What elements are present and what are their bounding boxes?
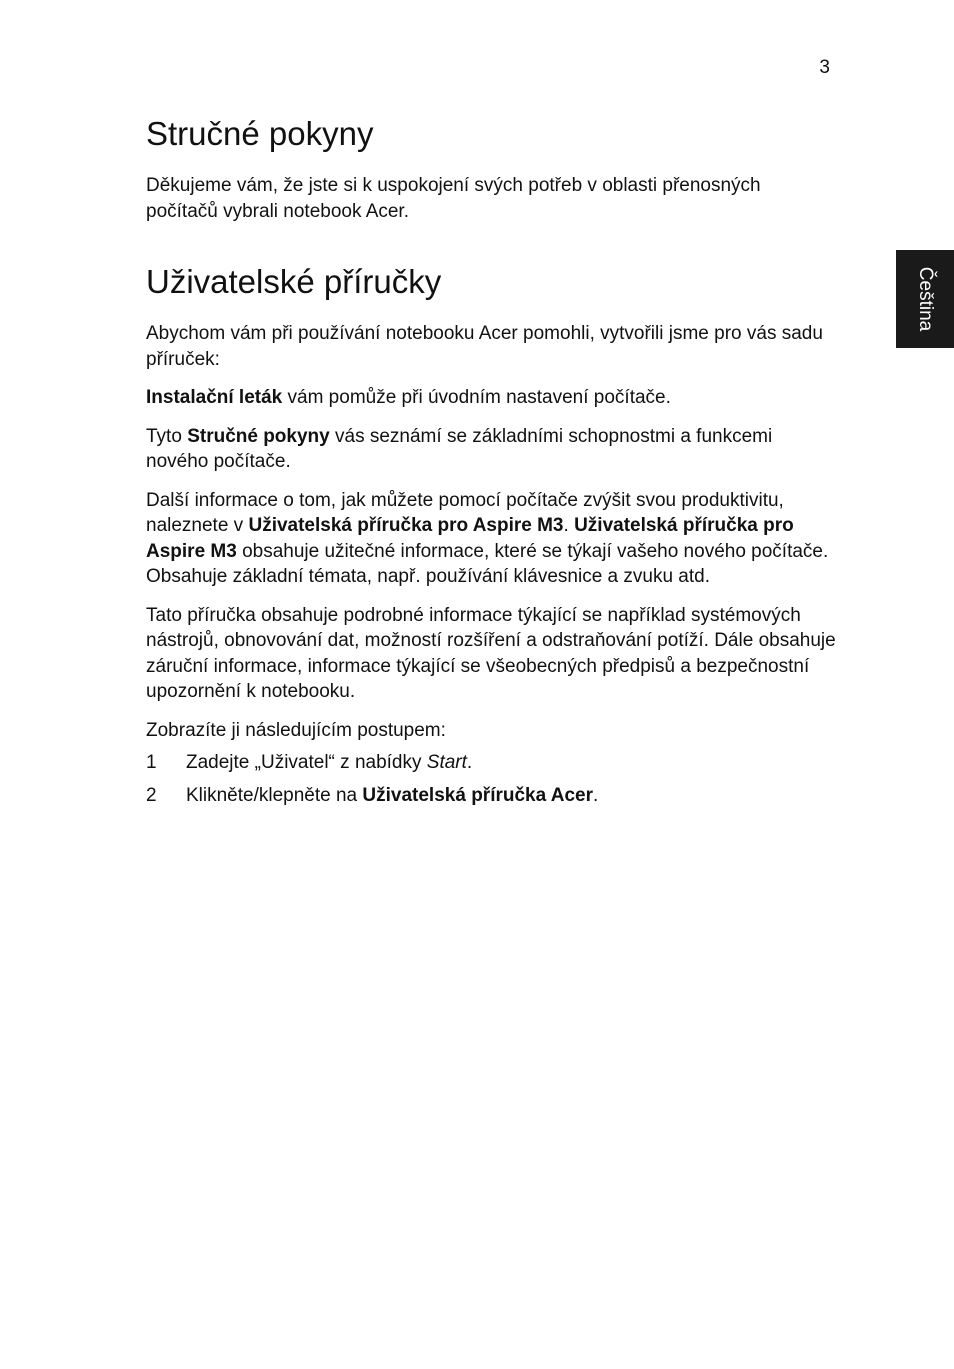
setup-poster-term: Instalační leták xyxy=(146,387,283,408)
user-manual-paragraph: Další informace o tom, jak můžete pomocí počítače zvýšit svou produktivitu, naleznete v Uživatelská příručka pro Aspire M3. Uživatelská příručka pro Aspire M3 obsahuje užitečné informace, které se týkají vašeho nového počítače. Obsahuje základní témata, např. používání klávesnice a zvuku atd. xyxy=(146,489,829,587)
section-title-user-guides: Uživatelské příručky xyxy=(146,263,442,300)
step-text: Klikněte/klepněte na Uživatelská příručka Acer. xyxy=(186,784,599,806)
user-manual-term: Uživatelská příručka pro Aspire M3 xyxy=(248,515,564,536)
quick-guide-term: Stručné pokyny xyxy=(187,425,330,447)
section-title-quick-guide: Stručné pokyny xyxy=(146,115,374,152)
procedure-intro-paragraph: Zobrazíte ji následujícím postupem: xyxy=(146,719,446,741)
language-tab xyxy=(896,250,954,348)
page-content xyxy=(146,114,836,815)
steps-list xyxy=(146,750,836,808)
language-tab-label: Čeština xyxy=(915,266,937,332)
list-item xyxy=(146,750,836,776)
step-text: Zadejte „Uživatel“ z nabídky Start. xyxy=(186,752,473,773)
setup-poster-paragraph: Instalační leták vám pomůže při úvodním nastavení počítače. xyxy=(146,387,671,408)
intro-paragraph: Děkujeme vám, že jste si k uspokojení svých potřeb v oblasti přenosných počítačů vybrali notebook Acer. xyxy=(146,175,761,222)
quick-guide-paragraph: Tyto Stručné pokyny vás seznámí se základními schopnostmi a funkcemi nového počítače. xyxy=(146,425,773,472)
step-number: 1 xyxy=(146,752,157,773)
user-manual-term: Uživatelská příručka pro Aspire M3 xyxy=(146,515,794,562)
step-number: 2 xyxy=(146,784,157,806)
manual-details-paragraph: Tato příručka obsahuje podrobné informace týkající se například systémových nástrojů, obnovování dat, možností rozšíření a odstraňování potíží. Dále obsahuje záruční informace, informace týkající se všeobecných předpisů a bezpečnostní upozornění k notebooku. xyxy=(146,604,836,702)
list-item xyxy=(146,783,836,809)
guides-intro-paragraph: Abychom vám při používání notebooku Acer pomohli, vytvořili jsme pro vás sadu příruček: xyxy=(146,323,823,370)
page-number: 3 xyxy=(819,57,830,78)
